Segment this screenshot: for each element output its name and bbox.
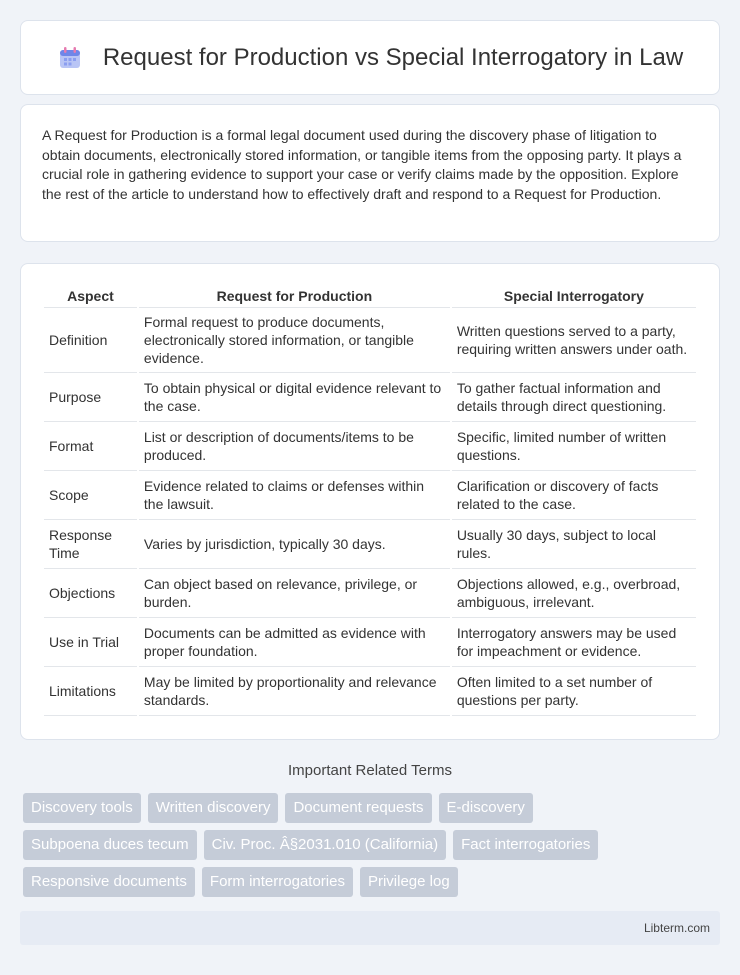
tag-form-interrogatories[interactable]: Form interrogatories (202, 867, 353, 897)
tag-document-requests[interactable]: Document requests (285, 793, 431, 823)
table-row (44, 520, 696, 569)
tag-written-discovery[interactable]: Written discovery (148, 793, 279, 823)
cell-rfp: Evidence related to claims or defenses within the lawsuit. (139, 471, 450, 520)
table-header-si: Special Interrogatory (452, 284, 696, 308)
cell-si: To gather factual information and details through direct questioning. (452, 373, 696, 422)
cell-rfp: Documents can be admitted as evidence with proper foundation. (139, 618, 450, 667)
cell-si: Often limited to a set number of questions per party. (452, 667, 696, 716)
comparison-table (42, 284, 698, 716)
table-row (44, 569, 696, 618)
cell-rfp: Formal request to produce documents, electronically stored information, or tangible evidence. (139, 308, 450, 373)
cell-si: Written questions served to a party, requiring written answers under oath. (452, 308, 696, 373)
footer (20, 911, 720, 945)
cell-rfp: May be limited by proportionality and relevance standards. (139, 667, 450, 716)
tag-discovery-tools[interactable]: Discovery tools (23, 793, 141, 823)
table-header-rfp: Request for Production (139, 284, 450, 308)
cell-aspect: Format (44, 422, 137, 471)
intro-card (20, 104, 720, 242)
tag-subpoena-duces-tecum[interactable]: Subpoena duces tecum (23, 830, 197, 860)
related-terms-tags (23, 793, 723, 904)
header-card (20, 20, 720, 95)
tag-row (23, 830, 723, 860)
cell-aspect: Definition (44, 308, 137, 373)
cell-si: Objections allowed, e.g., overbroad, ambiguous, irrelevant. (452, 569, 696, 618)
calendar-icon (57, 45, 83, 71)
table-row (44, 308, 696, 373)
tag-row (23, 867, 723, 897)
intro-paragraph: A Request for Production is a formal legal document used during the discovery phase of litigation to obtain documents, electronically stored information, or tangible items from the opposing party. It plays a crucial role in gathering evidence to support your case or verify claims made by the opposition. Explore the rest of the article to understand how to effectively draft and respond to a Request for Production. (42, 127, 682, 202)
table-row (44, 373, 696, 422)
cell-rfp: To obtain physical or digital evidence relevant to the case. (139, 373, 450, 422)
tag-fact-interrogatories[interactable]: Fact interrogatories (453, 830, 598, 860)
cell-si: Interrogatory answers may be used for impeachment or evidence. (452, 618, 696, 667)
tag-responsive-documents[interactable]: Responsive documents (23, 867, 195, 897)
cell-aspect: Use in Trial (44, 618, 137, 667)
tag-e-discovery[interactable]: E-discovery (439, 793, 533, 823)
cell-aspect: Response Time (44, 520, 137, 569)
cell-si: Specific, limited number of written questions. (452, 422, 696, 471)
table-row (44, 422, 696, 471)
table-row (44, 667, 696, 716)
page-title: Request for Production vs Special Interrogatory in Law (102, 43, 684, 71)
cell-aspect: Limitations (44, 667, 137, 716)
tag-row (23, 793, 723, 823)
cell-si: Usually 30 days, subject to local rules. (452, 520, 696, 569)
cell-rfp: Varies by jurisdiction, typically 30 days. (139, 520, 450, 569)
cell-rfp: Can object based on relevance, privilege, or burden. (139, 569, 450, 618)
tag-privilege-log[interactable]: Privilege log (360, 867, 458, 897)
related-terms-title: Important Related Terms (288, 762, 452, 779)
cell-aspect: Purpose (44, 373, 137, 422)
cell-rfp: List or description of documents/items to be produced. (139, 422, 450, 471)
table-row (44, 471, 696, 520)
cell-aspect: Scope (44, 471, 137, 520)
table-header-aspect: Aspect (44, 284, 137, 308)
tag-civ-proc[interactable]: Civ. Proc. Â§2031.010 (California) (204, 830, 447, 860)
cell-si: Clarification or discovery of facts related to the case. (452, 471, 696, 520)
cell-aspect: Objections (44, 569, 137, 618)
comparison-card (20, 263, 720, 740)
table-row (44, 618, 696, 667)
footer-site-link[interactable]: Libterm.com (643, 921, 710, 935)
